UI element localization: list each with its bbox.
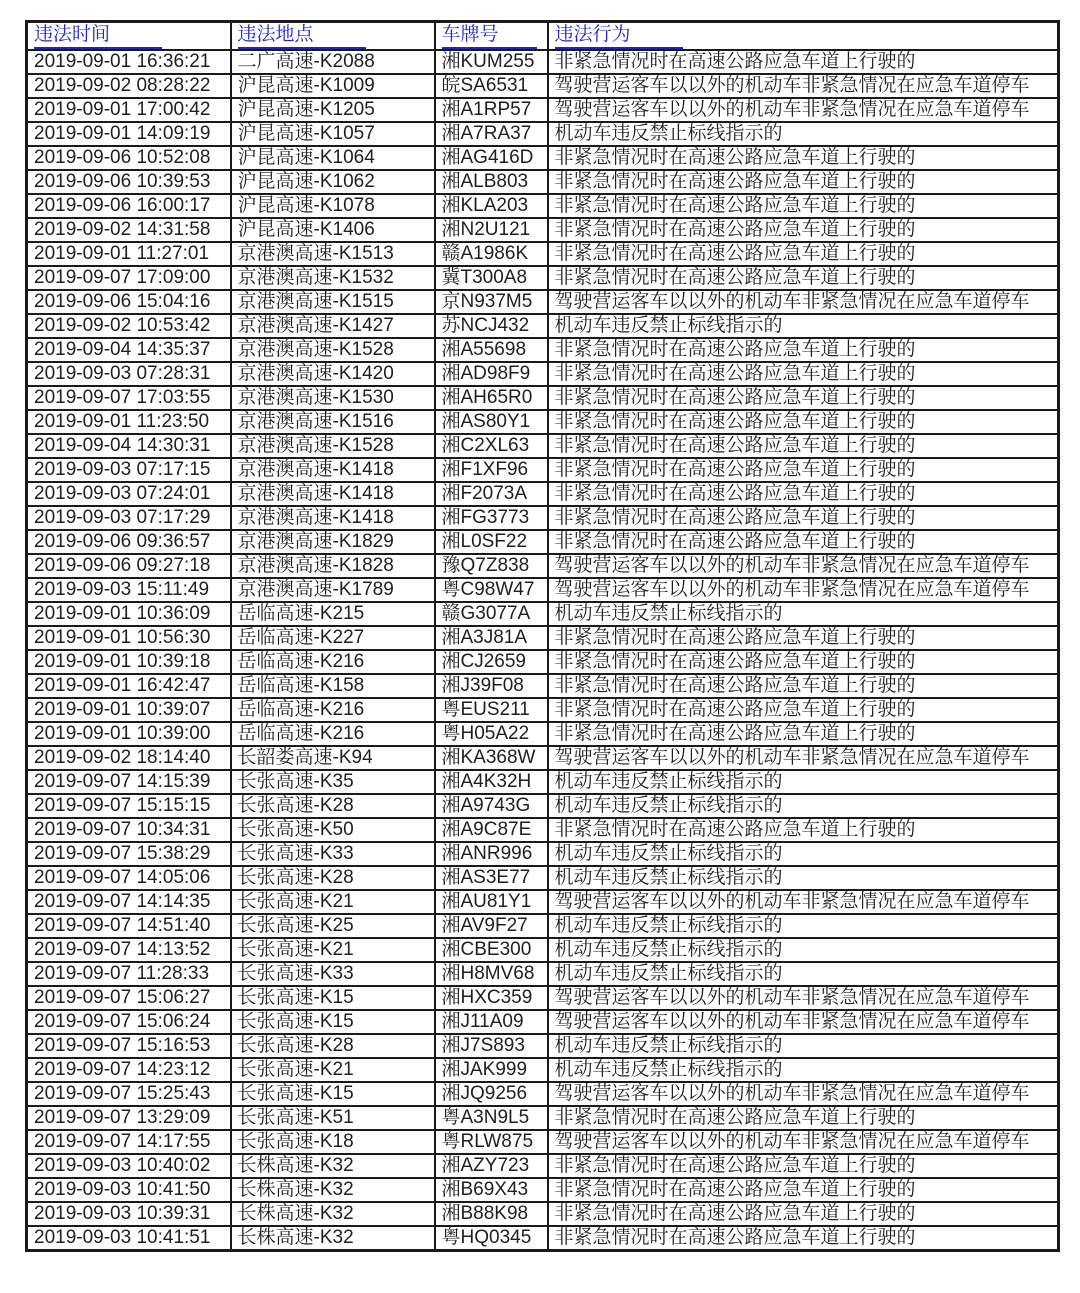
cell-time: 2019-09-01 16:36:21 [27,50,231,74]
table-row [27,434,1059,458]
cell-plate: 皖SA6531 [435,74,548,98]
cell-plate: 冀T300A8 [435,266,548,290]
cell-time: 2019-09-01 14:09:19 [27,122,231,146]
cell-location: 长张高速-K25 [231,914,435,938]
cell-behavior: 非紧急情况时在高速公路应急车道上行驶的 [548,1154,1059,1178]
cell-location: 沪昆高速-K1078 [231,194,435,218]
table-row [27,746,1059,770]
cell-behavior: 驾驶营运客车以以外的机动车非紧急情况在应急车道停车 [548,746,1059,770]
table-row [27,338,1059,362]
cell-plate: 粤A3N9L5 [435,1106,548,1130]
cell-location: 京港澳高速-K1418 [231,506,435,530]
table-row [27,1034,1059,1058]
cell-location: 京港澳高速-K1427 [231,314,435,338]
table-row [27,626,1059,650]
cell-plate: 湘KUM255 [435,50,548,74]
cell-time: 2019-09-07 15:15:15 [27,794,231,818]
cell-behavior: 机动车违反禁止标线指示的 [548,794,1059,818]
cell-location: 长株高速-K32 [231,1226,435,1251]
cell-behavior: 非紧急情况时在高速公路应急车道上行驶的 [548,818,1059,842]
cell-time: 2019-09-07 13:29:09 [27,1106,231,1130]
cell-behavior: 驾驶营运客车以以外的机动车非紧急情况在应急车道停车 [548,1010,1059,1034]
table-row [27,50,1059,74]
cell-behavior: 驾驶营运客车以以外的机动车非紧急情况在应急车道停车 [548,290,1059,314]
table-row [27,554,1059,578]
cell-time: 2019-09-01 10:36:09 [27,602,231,626]
column-header-plate [435,22,548,51]
cell-location: 长张高速-K51 [231,1106,435,1130]
table-row [27,362,1059,386]
cell-location: 长张高速-K21 [231,890,435,914]
cell-time: 2019-09-01 10:56:30 [27,626,231,650]
table-row [27,98,1059,122]
table-row [27,194,1059,218]
cell-behavior: 非紧急情况时在高速公路应急车道上行驶的 [548,194,1059,218]
cell-plate: 湘AG416D [435,146,548,170]
cell-behavior: 非紧急情况时在高速公路应急车道上行驶的 [548,170,1059,194]
cell-behavior: 驾驶营运客车以以外的机动车非紧急情况在应急车道停车 [548,1082,1059,1106]
cell-plate: 湘A3J81A [435,626,548,650]
cell-behavior: 非紧急情况时在高速公路应急车道上行驶的 [548,1202,1059,1226]
cell-time: 2019-09-01 17:00:42 [27,98,231,122]
table-row [27,914,1059,938]
cell-plate: 京N937M5 [435,290,548,314]
column-header-time [27,22,231,51]
table-row [27,650,1059,674]
column-header-plate-label: 车牌号 [442,23,537,49]
cell-behavior: 驾驶营运客车以以外的机动车非紧急情况在应急车道停车 [548,890,1059,914]
cell-behavior: 非紧急情况时在高速公路应急车道上行驶的 [548,386,1059,410]
cell-location: 长株高速-K32 [231,1154,435,1178]
cell-behavior: 机动车违反禁止标线指示的 [548,866,1059,890]
table-row [27,962,1059,986]
table-row [27,1010,1059,1034]
cell-location: 沪昆高速-K1064 [231,146,435,170]
table-row [27,386,1059,410]
cell-location: 京港澳高速-K1515 [231,290,435,314]
cell-behavior: 机动车违反禁止标线指示的 [548,962,1059,986]
cell-location: 长张高速-K28 [231,1034,435,1058]
cell-location: 长张高速-K35 [231,770,435,794]
cell-plate: 湘JAK999 [435,1058,548,1082]
cell-behavior: 机动车违反禁止标线指示的 [548,314,1059,338]
cell-behavior: 机动车违反禁止标线指示的 [548,1058,1059,1082]
table-row [27,722,1059,746]
cell-behavior: 驾驶营运客车以以外的机动车非紧急情况在应急车道停车 [548,1130,1059,1154]
cell-time: 2019-09-07 14:14:35 [27,890,231,914]
cell-time: 2019-09-03 10:41:51 [27,1226,231,1251]
column-header-location-label: 违法地点 [238,23,366,49]
cell-plate: 湘L0SF22 [435,530,548,554]
cell-plate: 湘A9C87E [435,818,548,842]
table-row [27,314,1059,338]
cell-behavior: 非紧急情况时在高速公路应急车道上行驶的 [548,530,1059,554]
violations-table [25,20,1060,1252]
cell-plate: 粤C98W47 [435,578,548,602]
table-row [27,770,1059,794]
cell-time: 2019-09-04 14:35:37 [27,338,231,362]
cell-plate: 湘KA368W [435,746,548,770]
cell-time: 2019-09-07 17:03:55 [27,386,231,410]
cell-plate: 湘F1XF96 [435,458,548,482]
cell-behavior: 非紧急情况时在高速公路应急车道上行驶的 [548,410,1059,434]
cell-location: 二广高速-K2088 [231,50,435,74]
table-row [27,698,1059,722]
cell-plate: 湘ANR996 [435,842,548,866]
cell-location: 长张高速-K50 [231,818,435,842]
cell-location: 京港澳高速-K1418 [231,458,435,482]
cell-time: 2019-09-07 10:34:31 [27,818,231,842]
cell-plate: 赣G3077A [435,602,548,626]
cell-time: 2019-09-02 18:14:40 [27,746,231,770]
cell-behavior: 驾驶营运客车以以外的机动车非紧急情况在应急车道停车 [548,98,1059,122]
table-row [27,794,1059,818]
cell-time: 2019-09-01 16:42:47 [27,674,231,698]
cell-location: 沪昆高速-K1406 [231,218,435,242]
cell-behavior: 非紧急情况时在高速公路应急车道上行驶的 [548,650,1059,674]
cell-time: 2019-09-06 10:52:08 [27,146,231,170]
cell-location: 岳临高速-K215 [231,602,435,626]
table-row [27,1202,1059,1226]
cell-time: 2019-09-01 10:39:07 [27,698,231,722]
cell-behavior: 非紧急情况时在高速公路应急车道上行驶的 [548,338,1059,362]
cell-time: 2019-09-07 14:13:52 [27,938,231,962]
cell-plate: 豫Q7Z838 [435,554,548,578]
table-row [27,1154,1059,1178]
cell-plate: 湘AS3E77 [435,866,548,890]
cell-time: 2019-09-01 10:39:00 [27,722,231,746]
cell-location: 京港澳高速-K1528 [231,434,435,458]
cell-plate: 湘A9743G [435,794,548,818]
cell-time: 2019-09-07 14:17:55 [27,1130,231,1154]
cell-location: 沪昆高速-K1057 [231,122,435,146]
cell-location: 沪昆高速-K1205 [231,98,435,122]
cell-behavior: 非紧急情况时在高速公路应急车道上行驶的 [548,722,1059,746]
cell-behavior: 机动车违反禁止标线指示的 [548,1034,1059,1058]
cell-time: 2019-09-03 07:17:29 [27,506,231,530]
cell-behavior: 非紧急情况时在高速公路应急车道上行驶的 [548,266,1059,290]
cell-plate: 粤HQ0345 [435,1226,548,1251]
table-row [27,266,1059,290]
cell-time: 2019-09-03 10:40:02 [27,1154,231,1178]
cell-plate: 苏NCJ432 [435,314,548,338]
cell-location: 长韶娄高速-K94 [231,746,435,770]
cell-behavior: 非紧急情况时在高速公路应急车道上行驶的 [548,1178,1059,1202]
table-row [27,218,1059,242]
cell-location: 岳临高速-K216 [231,650,435,674]
cell-location: 长张高速-K15 [231,1010,435,1034]
cell-plate: 湘CBE300 [435,938,548,962]
cell-location: 岳临高速-K227 [231,626,435,650]
cell-location: 岳临高速-K216 [231,722,435,746]
table-row [27,506,1059,530]
table-row [27,1226,1059,1251]
cell-location: 岳临高速-K158 [231,674,435,698]
cell-behavior: 机动车违反禁止标线指示的 [548,914,1059,938]
cell-behavior: 非紧急情况时在高速公路应急车道上行驶的 [548,506,1059,530]
cell-behavior: 机动车违反禁止标线指示的 [548,842,1059,866]
cell-behavior: 机动车违反禁止标线指示的 [548,122,1059,146]
cell-time: 2019-09-06 10:39:53 [27,170,231,194]
cell-plate: 粤H05A22 [435,722,548,746]
cell-time: 2019-09-02 14:31:58 [27,218,231,242]
cell-location: 长张高速-K21 [231,938,435,962]
column-header-time-label: 违法时间 [34,23,162,49]
table-row [27,170,1059,194]
cell-plate: 湘AZY723 [435,1154,548,1178]
cell-location: 长张高速-K33 [231,962,435,986]
column-header-location [231,22,435,51]
cell-time: 2019-09-01 11:23:50 [27,410,231,434]
cell-time: 2019-09-02 08:28:22 [27,74,231,98]
table-row [27,530,1059,554]
cell-behavior: 非紧急情况时在高速公路应急车道上行驶的 [548,242,1059,266]
cell-time: 2019-09-07 15:38:29 [27,842,231,866]
table-row [27,242,1059,266]
cell-time: 2019-09-01 10:39:18 [27,650,231,674]
cell-plate: 湘A7RA37 [435,122,548,146]
table-row [27,1082,1059,1106]
cell-plate: 湘A4K32H [435,770,548,794]
cell-behavior: 非紧急情况时在高速公路应急车道上行驶的 [548,458,1059,482]
cell-plate: 粤EUS211 [435,698,548,722]
cell-time: 2019-09-04 14:30:31 [27,434,231,458]
cell-plate: 湘J7S893 [435,1034,548,1058]
table-row [27,578,1059,602]
table-row [27,986,1059,1010]
cell-time: 2019-09-01 11:27:01 [27,242,231,266]
cell-plate: 湘ALB803 [435,170,548,194]
cell-behavior: 驾驶营运客车以以外的机动车非紧急情况在应急车道停车 [548,578,1059,602]
cell-location: 长张高速-K21 [231,1058,435,1082]
cell-plate: 湘J39F08 [435,674,548,698]
table-header [27,22,1059,51]
cell-plate: 湘KLA203 [435,194,548,218]
cell-behavior: 驾驶营运客车以以外的机动车非紧急情况在应急车道停车 [548,554,1059,578]
cell-time: 2019-09-03 07:28:31 [27,362,231,386]
cell-plate: 赣A1986K [435,242,548,266]
cell-location: 京港澳高速-K1418 [231,482,435,506]
cell-location: 京港澳高速-K1530 [231,386,435,410]
cell-time: 2019-09-03 07:24:01 [27,482,231,506]
cell-time: 2019-09-07 15:06:24 [27,1010,231,1034]
cell-behavior: 非紧急情况时在高速公路应急车道上行驶的 [548,674,1059,698]
cell-behavior: 机动车违反禁止标线指示的 [548,770,1059,794]
cell-location: 沪昆高速-K1009 [231,74,435,98]
cell-time: 2019-09-07 17:09:00 [27,266,231,290]
cell-time: 2019-09-03 10:39:31 [27,1202,231,1226]
cell-location: 长张高速-K28 [231,866,435,890]
cell-time: 2019-09-07 14:05:06 [27,866,231,890]
header-row [27,22,1059,51]
cell-time: 2019-09-07 15:25:43 [27,1082,231,1106]
table-row [27,1130,1059,1154]
cell-plate: 湘JQ9256 [435,1082,548,1106]
cell-behavior: 非紧急情况时在高速公路应急车道上行驶的 [548,1106,1059,1130]
table-row [27,674,1059,698]
cell-location: 京港澳高速-K1532 [231,266,435,290]
cell-location: 京港澳高速-K1829 [231,530,435,554]
table-row [27,122,1059,146]
table-row [27,818,1059,842]
cell-time: 2019-09-07 15:06:27 [27,986,231,1010]
cell-location: 长张高速-K18 [231,1130,435,1154]
column-header-behavior-label: 违法行为 [555,23,683,49]
cell-behavior: 非紧急情况时在高速公路应急车道上行驶的 [548,482,1059,506]
cell-time: 2019-09-07 11:28:33 [27,962,231,986]
cell-time: 2019-09-06 09:36:57 [27,530,231,554]
cell-plate: 湘N2U121 [435,218,548,242]
cell-time: 2019-09-07 14:15:39 [27,770,231,794]
cell-plate: 湘A1RP57 [435,98,548,122]
cell-plate: 湘C2XL63 [435,434,548,458]
table-row [27,482,1059,506]
cell-time: 2019-09-07 14:51:40 [27,914,231,938]
cell-time: 2019-09-03 10:41:50 [27,1178,231,1202]
table-row [27,842,1059,866]
cell-plate: 湘AV9F27 [435,914,548,938]
table-row [27,410,1059,434]
cell-location: 长张高速-K33 [231,842,435,866]
cell-location: 京港澳高速-K1828 [231,554,435,578]
table-row [27,1178,1059,1202]
table-row [27,602,1059,626]
cell-plate: 湘B69X43 [435,1178,548,1202]
cell-location: 长张高速-K15 [231,986,435,1010]
cell-location: 长株高速-K32 [231,1178,435,1202]
cell-behavior: 驾驶营运客车以以外的机动车非紧急情况在应急车道停车 [548,986,1059,1010]
cell-time: 2019-09-02 10:53:42 [27,314,231,338]
cell-plate: 湘HXC359 [435,986,548,1010]
table-row [27,1058,1059,1082]
cell-behavior: 非紧急情况时在高速公路应急车道上行驶的 [548,626,1059,650]
table-row [27,1106,1059,1130]
cell-location: 沪昆高速-K1062 [231,170,435,194]
cell-location: 京港澳高速-K1789 [231,578,435,602]
cell-location: 京港澳高速-K1513 [231,242,435,266]
table-row [27,290,1059,314]
table-row [27,938,1059,962]
cell-location: 长株高速-K32 [231,1202,435,1226]
cell-time: 2019-09-07 14:23:12 [27,1058,231,1082]
cell-time: 2019-09-03 07:17:15 [27,458,231,482]
cell-plate: 湘F2073A [435,482,548,506]
cell-time: 2019-09-06 15:04:16 [27,290,231,314]
cell-behavior: 非紧急情况时在高速公路应急车道上行驶的 [548,434,1059,458]
table-body [27,50,1059,1251]
cell-behavior: 非紧急情况时在高速公路应急车道上行驶的 [548,1226,1059,1251]
cell-plate: 湘H8MV68 [435,962,548,986]
cell-location: 京港澳高速-K1516 [231,410,435,434]
cell-location: 京港澳高速-K1420 [231,362,435,386]
cell-location: 岳临高速-K216 [231,698,435,722]
cell-behavior: 机动车违反禁止标线指示的 [548,602,1059,626]
cell-behavior: 非紧急情况时在高速公路应急车道上行驶的 [548,218,1059,242]
cell-behavior: 非紧急情况时在高速公路应急车道上行驶的 [548,146,1059,170]
cell-time: 2019-09-07 15:16:53 [27,1034,231,1058]
cell-behavior: 非紧急情况时在高速公路应急车道上行驶的 [548,698,1059,722]
cell-time: 2019-09-06 09:27:18 [27,554,231,578]
cell-plate: 湘B88K98 [435,1202,548,1226]
table-row [27,146,1059,170]
table-row [27,458,1059,482]
cell-time: 2019-09-03 15:11:49 [27,578,231,602]
cell-plate: 湘FG3773 [435,506,548,530]
cell-behavior: 机动车违反禁止标线指示的 [548,938,1059,962]
cell-plate: 湘AH65R0 [435,386,548,410]
cell-plate: 湘AU81Y1 [435,890,548,914]
table-row [27,890,1059,914]
cell-plate: 湘AS80Y1 [435,410,548,434]
cell-behavior: 非紧急情况时在高速公路应急车道上行驶的 [548,50,1059,74]
cell-time: 2019-09-06 16:00:17 [27,194,231,218]
cell-behavior: 驾驶营运客车以以外的机动车非紧急情况在应急车道停车 [548,74,1059,98]
cell-behavior: 非紧急情况时在高速公路应急车道上行驶的 [548,362,1059,386]
column-header-behavior [548,22,1059,51]
cell-plate: 湘A55698 [435,338,548,362]
cell-plate: 粤RLW875 [435,1130,548,1154]
cell-location: 长张高速-K15 [231,1082,435,1106]
table-row [27,866,1059,890]
cell-plate: 湘CJ2659 [435,650,548,674]
cell-plate: 湘AD98F9 [435,362,548,386]
table-row [27,74,1059,98]
cell-location: 长张高速-K28 [231,794,435,818]
cell-location: 京港澳高速-K1528 [231,338,435,362]
cell-plate: 湘J11A09 [435,1010,548,1034]
